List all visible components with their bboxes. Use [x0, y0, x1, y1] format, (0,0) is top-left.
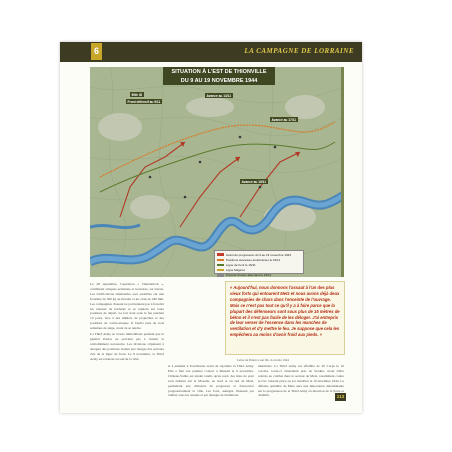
legend-item: [217, 252, 301, 257]
map-unit-label: 90th ID: [131, 92, 143, 97]
quote-caption: Lettre de Patton à son fils, 4 octobre 1944: [237, 358, 289, 362]
map-title-line2: DU 9 AU 19 NOVEMBRE 1944: [180, 78, 258, 84]
map-title-box: [163, 67, 275, 85]
map-legend: [214, 250, 304, 277]
body-paragraph: munitions. La Third Army est affaiblie de 29 Corps le 10 octobre. Ceux-ci s'installent près de Verdun, avant d'être relevés au combat dans le secteur de Metz, notamment contre le fort, laissant place au 1er bataillon le 10 décembre 1944. La défense opiniâtre de Metz aura une importance déterminante sur la progression de la Third Army en direction de la Sarre et du Rhin.: [258, 364, 344, 398]
magazine-page: [60, 42, 362, 413]
quote-text: « Aujourd'hui, nous donnons l'assaut à l'un des plus vieux forts qui entourent Metz et nous avons déjà deux compagnies de chars dans l'enceinte de l'ouvrage. Mais ce n'est pas tout ce qu'il y a à faire parce que la plupart des défenseurs sont sous plus de 15 mètres de béton et il n'est pas facile de les déloger. J'ai entrepris de leur verser de l'essence dans les manches de ventilation et d'y mettre le feu. Je suppose que cela les empêchera au moins d'avoir froid aux pieds. »: [230, 285, 340, 338]
legend-swatch: [217, 259, 224, 262]
map-unit-label: Avance au 17/11: [271, 117, 297, 122]
chapter-number: 6: [91, 43, 102, 60]
legend-item: [217, 273, 301, 277]
legend-text: Positions avancées américaines le 19/11: [226, 257, 281, 262]
legend-text: Premier Ponton allemand le 19/11: [226, 273, 272, 277]
body-column-3: [258, 364, 344, 399]
legend-swatch: [217, 274, 224, 277]
page-number: 113: [336, 394, 345, 399]
legend-swatch: [217, 269, 224, 272]
chapter-title: LA CAMPAGNE DE LORRAINE: [244, 47, 354, 55]
body-column-1: [90, 282, 164, 363]
legend-text: Ligne Maginot: [226, 268, 245, 273]
legend-text: Avant de progression du 9 au 19 novembre 1944: [226, 252, 291, 257]
body-column-2: [168, 364, 254, 399]
map-title-line1: SITUATION À L'EST DE THIONVILLE: [171, 69, 267, 75]
map-unit-label: Avance au 13/11: [206, 93, 232, 98]
body-paragraph: et à entamer à Tourtbonne avant de rejoindre la Third Army. Elle a fixé son premier contact à Manom le 9 novembre. Château-Salins est atteint tandis qu'au nord, des têtes de pont sont établies sur la Moselle, au nord et au sud de Metz, permettant aux divisions de progresser et d'encercler progressivement la ville. Les forts, assiégés, finissent par tomber sous les assauts et par manque de munitions.: [168, 364, 254, 398]
chapter-header: [60, 42, 362, 62]
map-unit-label: Avance au 19/11: [241, 179, 267, 184]
body-paragraph: Le 28 septembre, l'opération « Thunderbolt », combinant attaques aériennes et terrestres, est lancée. Les fortifications allemandes sont assaillies sur une frontière de 300 kg au mortier et les obus de 240 mm. Les compagnies d'assaut ne parviennent pas à franchir les réseaux de barbelés et se replient sur leurs positions de départ. Le fort tient sous le feu pendant 10 jours, face à des milliers de projectiles et des positions de contre-attaque. Il faudra plus de trois semaines de siège, avant de se rendre.: [90, 282, 164, 331]
legend-swatch: [217, 253, 224, 256]
legend-text: Ligne de front le 19/11: [226, 262, 256, 267]
body-paragraph: La Third Army se trouve immobilisée pendant que le général Patton ne parvient pas à obtenir le ravitaillement nécessaire. Les divisions s'épuisent à attaquer des positions isolées aux marges des secteurs clés de la ligne de front. Le 8 novembre, la Third Army est relancée au sud de la ville.: [90, 332, 164, 361]
pull-quote: [225, 281, 345, 355]
situation-map: [90, 67, 344, 277]
map-unit-label: Front défensif au 9/11: [127, 99, 161, 104]
legend-swatch: [217, 264, 224, 267]
